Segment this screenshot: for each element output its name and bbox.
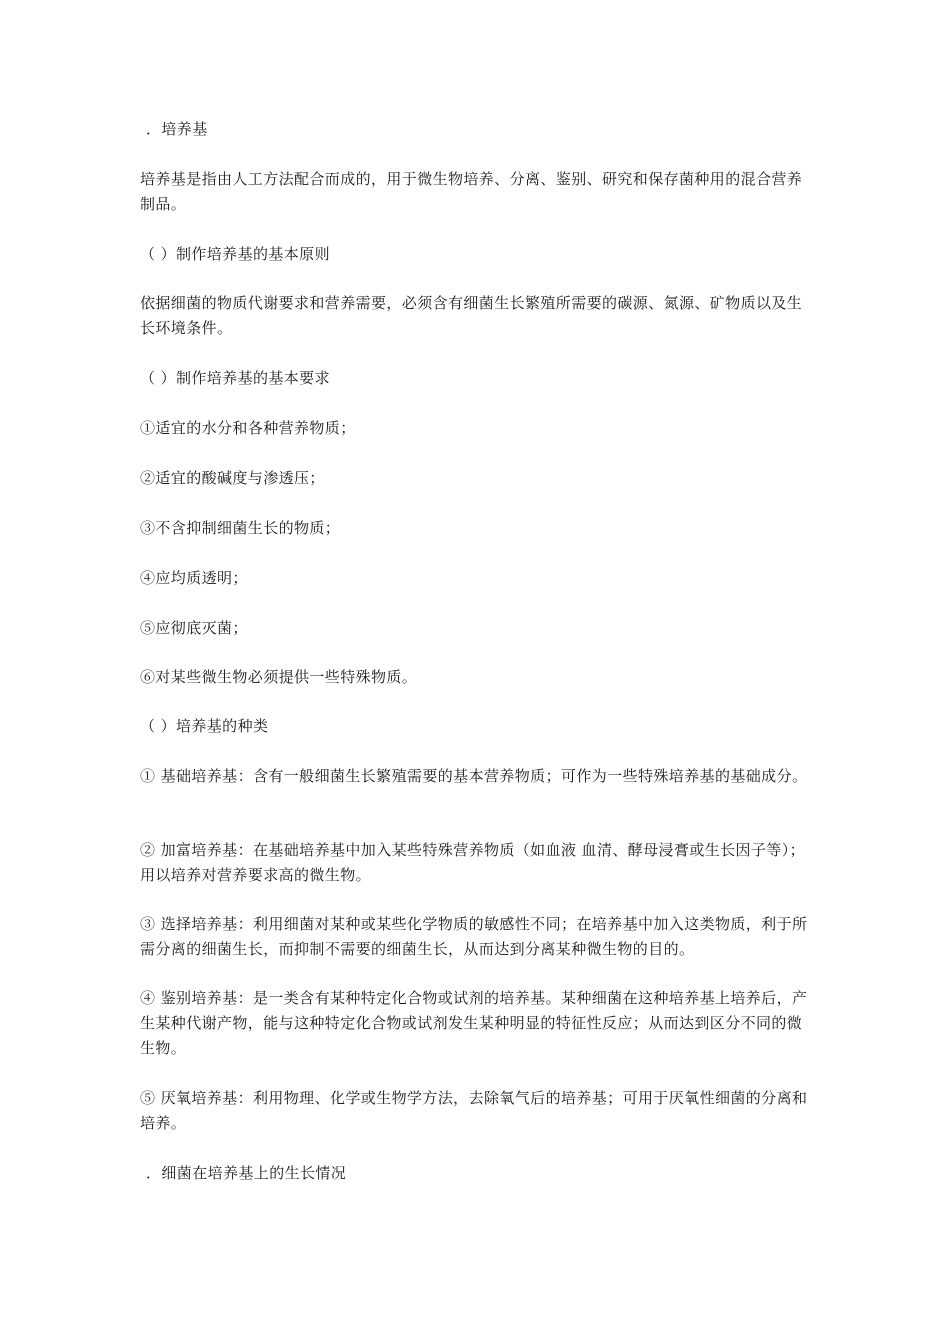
requirement-item: ⑥对某些微生物必须提供一些特殊物质。 — [140, 668, 418, 686]
subheading-requirements: （ ）制作培养基的基本要求 — [140, 369, 330, 387]
requirement-item: ②适宜的酸碱度与渗透压； — [140, 469, 325, 487]
requirement-item: ⑤应彻底灭菌； — [140, 619, 248, 637]
medium-type-item: ⑤ 厌氧培养基：利用物理、化学或生物学方法，去除氧气后的培养基；可用于厌氧性细菌的分离和培养。 — [140, 1089, 808, 1132]
medium-type-item: ④ 鉴别培养基：是一类含有某种特定化合物或试剂的培养基。某种细菌在这种培养基上培养后，产生某种代谢产物，能与这种特定化合物或试剂发生某种明显的特征性反应；从而达到区分不同的微生物。 — [140, 989, 808, 1057]
requirement-item: ④应均质透明； — [140, 569, 248, 587]
subheading-principles: （ ）制作培养基的基本原则 — [140, 245, 330, 263]
section-heading-bacterial-growth: ．细菌在培养基上的生长情况 — [146, 1164, 347, 1182]
requirement-item: ③不含抑制细菌生长的物质； — [140, 519, 341, 537]
medium-type-item: ③ 选择培养基：利用细菌对某种或某些化学物质的敏感性不同；在培养基中加入这类物质，利于所需分离的细菌生长，而抑制不需要的细菌生长，从而达到分离某种微生物的目的。 — [140, 915, 808, 958]
requirement-item: ①适宜的水分和各种营养物质； — [140, 419, 356, 437]
definition-paragraph: 培养基是指由人工方法配合而成的，用于微生物培养、分离、鉴别、研究和保存菌种用的混合营养制品。 — [140, 170, 803, 213]
principle-paragraph: 依据细菌的物质代谢要求和营养需要，必须含有细菌生长繁殖所需要的碳源、氮源、矿物质以及生长环境条件。 — [140, 294, 803, 337]
section-heading-culture-medium: ．培养基 — [146, 120, 208, 138]
medium-type-item: ② 加富培养基：在基础培养基中加入某些特殊营养物质（如血液 血清、酵母浸膏或生长因子等）；用以培养对营养要求高的微生物。 — [140, 841, 806, 884]
medium-type-item: ① 基础培养基：含有一般细菌生长繁殖需要的基本营养物质；可作为一些特殊培养基的基础成分。 — [140, 767, 808, 785]
subheading-medium-types: （ ）培养基的种类 — [140, 717, 269, 735]
